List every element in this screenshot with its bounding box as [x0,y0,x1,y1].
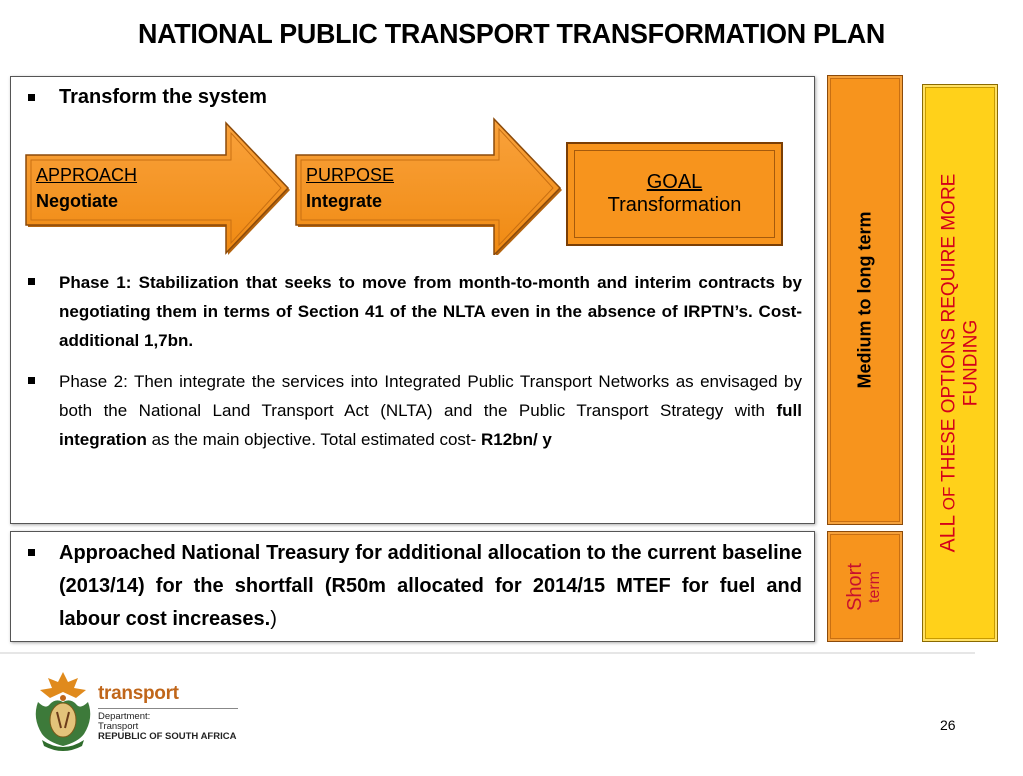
bullet-square-icon [28,94,35,101]
bullet-square-icon [28,549,35,556]
bullet-square-icon [28,278,35,285]
brand-name: transport [98,683,179,704]
approach-label: APPROACH [36,165,138,185]
treasury-text: Approached National Treasury for additional allocation to the current baseline (2013/14) for the shortfall (R50m allocated for 2014/15 MTEF for fuel and labour cost increases.) [59,542,802,630]
approach-value: Negotiate [36,191,119,211]
goal-label: GOAL [646,171,703,193]
phase2-text: Phase 2: Then integrate the services into Integrated Public Transport Networks as envisaged by both the National Land Transport Act (NLTA) and the Public Transport Strategy with full integration as the main objective. Total estimated cost- R12bn/ y [59,372,802,449]
page-number: 26 [940,717,956,733]
short-term-label: Short term [844,562,883,611]
brand-divider [98,708,238,709]
cost-emphasis: R12bn/ y [481,430,552,449]
approach-arrow [36,162,137,214]
funding-label: ALL OF THESE OPTIONS REQUIRE MORE FUNDING [936,173,982,553]
goal-box [566,142,783,246]
phase1-text: Phase 1: Stabilization that seeks to move from month-to-month and interim contracts by negotiating them in terms of Section 41 of the NLTA even in the absence of IRPTN’s. Cost- additional 1,7bn. [59,273,802,350]
footer-divider [0,652,975,654]
purpose-arrow [306,162,394,214]
medium-term-label: Medium to long term [854,211,875,389]
department-text: Department: Transport [98,711,151,732]
purpose-label: PURPOSE [306,165,395,185]
funding-bar [922,84,998,642]
short-term-bar [827,531,903,642]
full-integration-emphasis: full integration [59,401,802,449]
coat-of-arms-logo [28,668,98,753]
goal-value: Transformation [607,194,742,216]
purpose-value: Integrate [306,191,383,211]
bullet-square-icon [28,377,35,384]
transform-heading: Transform the system [59,86,267,108]
page-title: NATIONAL PUBLIC TRANSPORT TRANSFORMATION PLAN [137,18,886,49]
country-text: REPUBLIC OF SOUTH AFRICA [98,731,237,742]
medium-term-bar [827,75,903,525]
